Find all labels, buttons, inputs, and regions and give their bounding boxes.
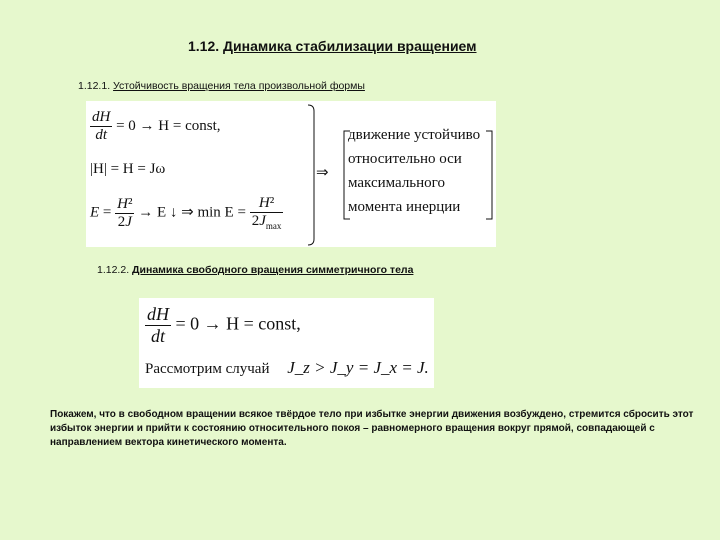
formula-box-stability bbox=[86, 101, 496, 247]
right-brace bbox=[308, 105, 314, 245]
subsection-1 bbox=[78, 80, 365, 92]
subsection-2 bbox=[97, 264, 413, 276]
section-heading: Динамика стабилизации вращением bbox=[223, 38, 477, 54]
eq-dh-dt-2: $\frac{dH}{dt}$ = 0 → H = const, bbox=[147, 304, 301, 346]
formula-box-symmetric bbox=[139, 298, 434, 388]
right-bracket bbox=[486, 131, 492, 219]
explanation-paragraph: Покажем, что в свободном вращении всякое твёрдое тело при избытке энергии движения возбуждено, стремится сбросить этот избыток энергии и прийти к состоянию относительного покоя – равномерного вращения вокруг прямой, совпадающей с направлением вектора кинетического момента. bbox=[50, 409, 694, 448]
eq-box2-text: = 0 → H = const, bbox=[175, 313, 301, 334]
conclusion-text bbox=[348, 123, 480, 219]
eq1-text: = 0 → H = const, bbox=[116, 117, 221, 134]
conclusion-line: максимального bbox=[348, 175, 445, 191]
eq2-text: |H| = H = Jω bbox=[90, 161, 166, 177]
consider-text: Рассмотрим случай bbox=[145, 361, 270, 377]
conclusion-line: момента инерции bbox=[348, 199, 461, 215]
implies-symbol: ⇒ bbox=[316, 165, 329, 181]
section-title bbox=[188, 38, 477, 54]
section-number: 1.12. bbox=[188, 38, 220, 54]
consider-case bbox=[145, 358, 429, 378]
subsection-1-number: 1.12.1. bbox=[78, 80, 111, 92]
case-text: J_z > J_y = J_x = J. bbox=[287, 358, 429, 377]
subsection-1-title: Устойчивость вращения тела произвольной формы bbox=[113, 80, 365, 92]
eq-energy: E = $\frac{\text{H²}}{2J}$ → E ↓ ⇒ min E = $\frac{\text{H²}}{2J_{max}}$ bbox=[90, 195, 282, 231]
conclusion-line: движение устойчиво bbox=[348, 127, 481, 143]
subsection-2-number: 1.12.2. bbox=[97, 264, 130, 276]
eq-dh-dt-1: $\frac{dH}{dt}$ = 0 → H = const, bbox=[92, 109, 221, 143]
eq3-text: → E ↓ ⇒ min E = bbox=[138, 204, 246, 221]
conclusion-line: относительно оси bbox=[348, 151, 462, 167]
subsection-2-title: Динамика свободного вращения симметричного тела bbox=[132, 264, 414, 276]
implies-arrow bbox=[316, 163, 329, 182]
